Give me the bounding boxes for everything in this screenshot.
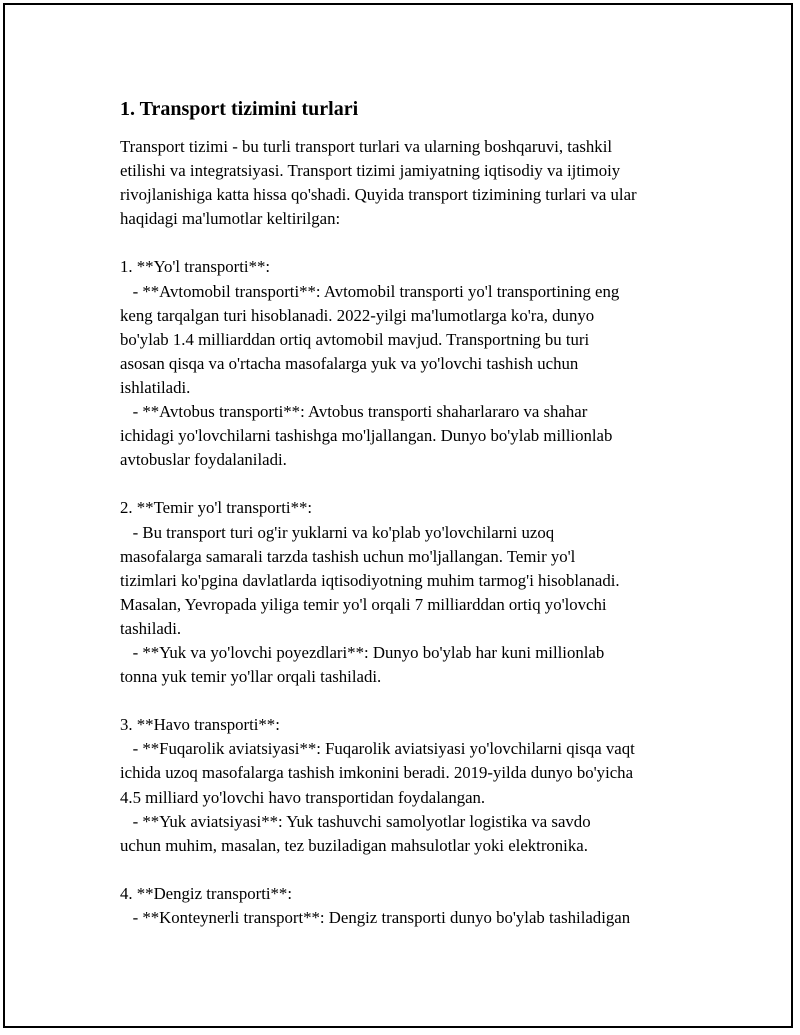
text-line: uchun muhim, masalan, tez buziladigan mahsulotlar yoki elektronika. [120,835,588,855]
text-line: - Bu transport turi og'ir yuklarni va ko'plab yo'lovchilarni uzoq [120,522,555,542]
text-line: rivojlanishiga katta hissa qo'shadi. Quyida transport tizimining turlari va ular [120,185,637,205]
text-line: ichida uzoq masofalarga tashish imkonini beradi. 2019-yilda dunyo bo'yicha [120,763,634,783]
text-line: etilishi va integratsiyasi. Transport tizimi jamiyatning iqtisodiy va ijtimoiy [120,161,621,181]
document-title: 1. Transport tizimini turlari [120,98,359,120]
blank-line [120,689,700,713]
text-line: - **Avtobus transporti**: Avtobus transporti shaharlararo va shahar [120,402,588,422]
text-line: - **Fuqarolik aviatsiyasi**: Fuqarolik aviatsiyasi yo'lovchilarni qisqa vaqt [120,739,635,759]
text-line: - **Yuk va yo'lovchi poyezdlari**: Dunyo bo'ylab har kuni millionlab [120,642,605,662]
text-line: masofalarga samarali tarzda tashish uchun mo'ljallangan. Temir yo'l [120,546,576,566]
text-line: 1. **Yo'l transporti**: [120,257,271,277]
text-line: Masalan, Yevropada yiliga temir yo'l orqali 7 milliarddan ortiq yo'lovchi [120,594,607,614]
blank-line [120,472,700,496]
text-line: asosan qisqa va o'rtacha masofalarga yuk va yo'lovchi tashish uchun [120,353,579,373]
text-line: 3. **Havo transporti**: [120,715,280,735]
blank-line [120,231,700,255]
text-line: 4.5 milliard yo'lovchi havo transportidan foydalangan. [120,787,486,807]
blank-line [120,858,700,882]
text-line: ichidagi yo'lovchilarni tashishga mo'ljallangan. Dunyo bo'ylab millionlab [120,426,613,446]
text-line: - **Konteynerli transport**: Dengiz transporti dunyo bo'ylab tashiladigan [120,908,631,927]
document-page [3,3,793,1028]
text-line: tizimlari ko'pgina davlatlarda iqtisodiyotning muhim tarmog'i hisoblanadi. [120,570,620,590]
text-line: tashiladi. [120,618,182,638]
document-body [120,135,700,930]
text-line: haqidagi ma'lumotlar keltirilgan: [120,209,341,229]
text-line: Transport tizimi - bu turli transport turlari va ularning boshqaruvi, tashkil [120,137,613,156]
text-line: 2. **Temir yo'l transporti**: [120,498,313,518]
text-line: - **Yuk aviatsiyasi**: Yuk tashuvchi samolyotlar logistika va savdo [120,811,591,831]
text-line: keng tarqalgan turi hisoblanadi. 2022-yilgi ma'lumotlarga ko'ra, dunyo [120,305,595,325]
text-line: ishlatiladi. [120,377,191,397]
document-content [120,97,700,930]
text-line: - **Avtomobil transporti**: Avtomobil transporti yo'l transportining eng [120,281,620,301]
text-line: bo'ylab 1.4 milliarddan ortiq avtomobil mavjud. Transportning bu turi [120,329,590,349]
text-line: avtobuslar foydalaniladi. [120,450,287,470]
text-line: tonna yuk temir yo'llar orqali tashiladi. [120,667,382,687]
text-line: 4. **Dengiz transporti**: [120,883,292,903]
